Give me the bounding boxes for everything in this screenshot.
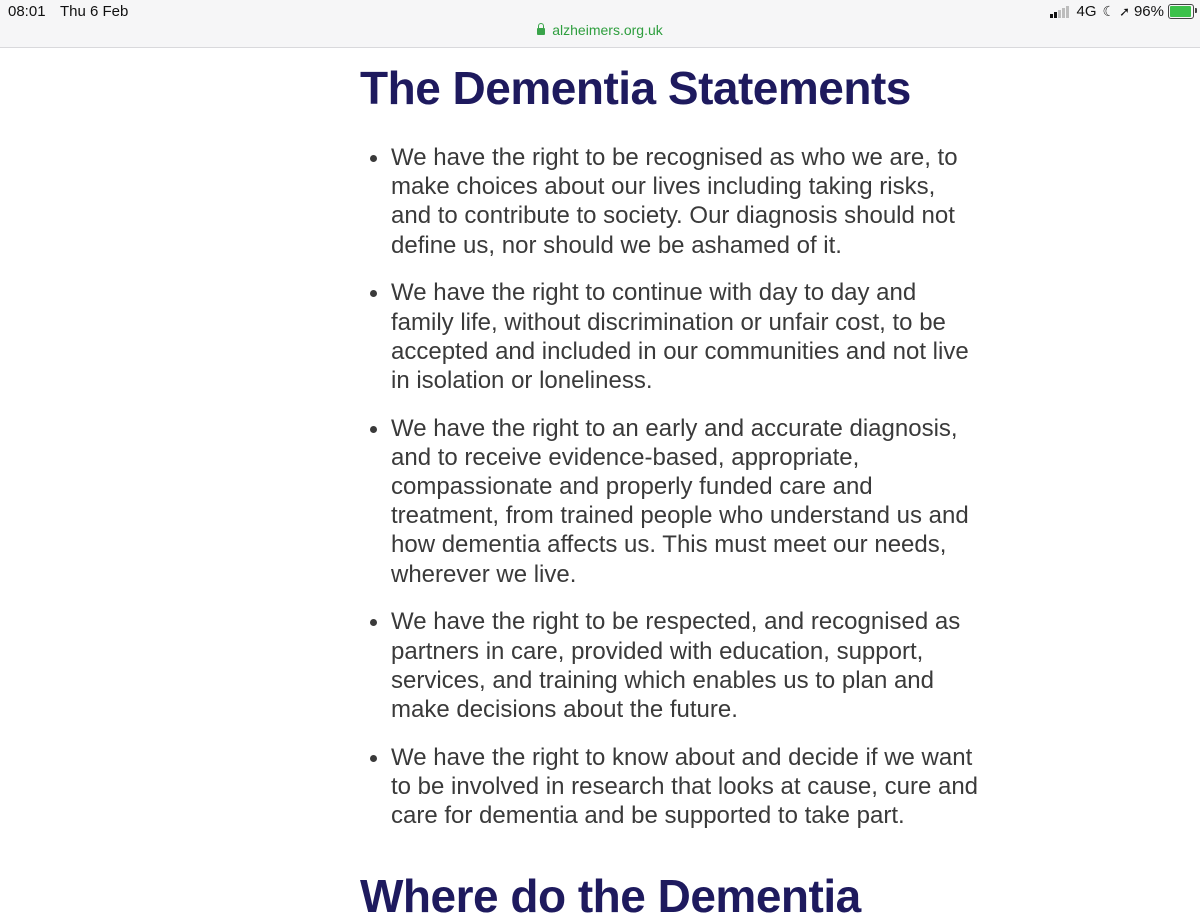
url-text: alzheimers.org.uk: [552, 22, 663, 38]
status-time: 08:01: [8, 3, 46, 20]
moon-icon: ☾: [1102, 3, 1116, 19]
url-bar[interactable]: [0, 22, 1200, 38]
lock-icon: [537, 28, 545, 35]
page-title: The Dementia Statements: [360, 62, 911, 114]
location-arrow-icon: ➚: [1119, 3, 1130, 19]
status-bar: [0, 0, 1200, 48]
statement-item: We have the right to continue with day to day and family life, without discrimination or unfair cost, to be accepted and included in our communities and not live in isolation or loneliness.: [391, 278, 981, 395]
battery-percent: 96%: [1133, 3, 1164, 20]
statement-item: We have the right to be respected, and recognised as partners in care, provided with education, support, services, and training which enables us to plan and make decisions about the future.: [391, 607, 981, 724]
statements-list: [360, 143, 1000, 830]
statement-item: We have the right to know about and decide if we want to be involved in research that looks at cause, cure and care for dementia and be supported to take part.: [391, 743, 981, 831]
status-indicators: [1050, 3, 1194, 20]
battery-level: [1170, 6, 1191, 17]
statement-item: We have the right to be recognised as who we are, to make choices about our lives including taking risks, and to contribute to society. Our diagnosis should not define us, nor should we be ashamed of it.: [391, 143, 981, 260]
battery-icon: [1168, 4, 1194, 19]
signal-icon: [1050, 6, 1070, 18]
article-content: [360, 60, 1000, 849]
next-section-heading: Where do the Dementia: [360, 870, 861, 922]
status-date: Thu 6 Feb: [60, 3, 129, 20]
statement-item: We have the right to an early and accurate diagnosis, and to receive evidence-based, appropriate, compassionate and properly funded care and treatment, from trained people who understand us and how dementia affects us. This must meet our needs, wherever we live.: [391, 414, 981, 589]
network-label: 4G: [1076, 3, 1097, 20]
